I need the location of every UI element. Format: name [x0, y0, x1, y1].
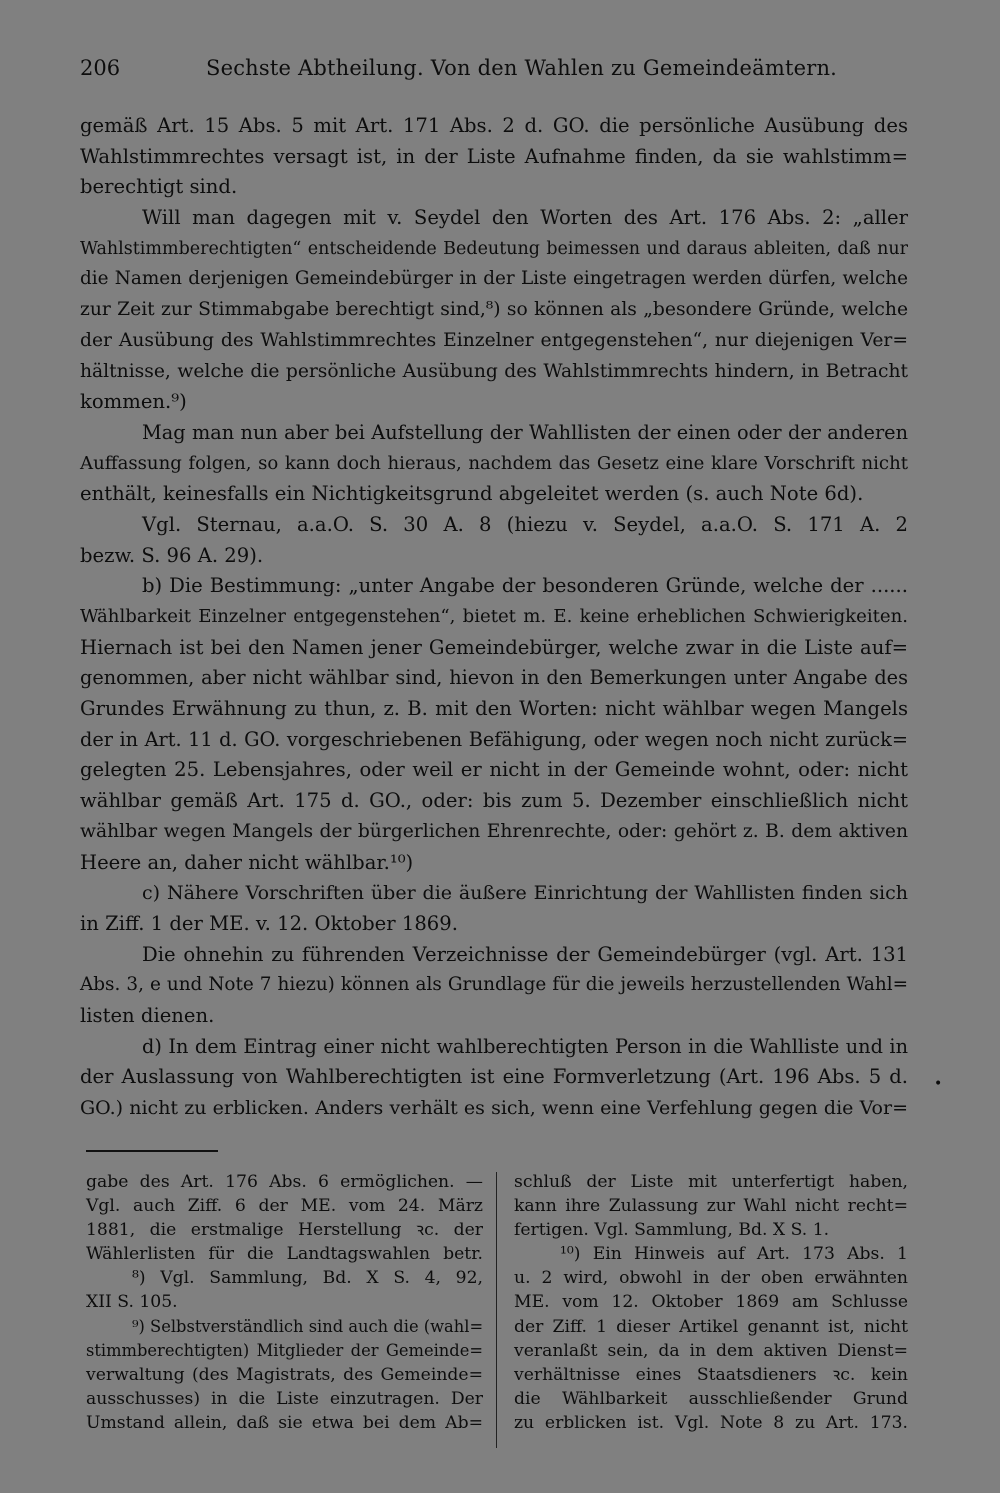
page-number: 206	[80, 56, 121, 80]
text-line: der Auslassung von Wahlberechtigten ist eine Formverletzung (Art. 196 Abs. 5 d.	[80, 1065, 908, 1089]
footnote-line: fertigen. Vgl. Sammlung, Bd. X S. 1.	[514, 1220, 830, 1241]
text-line: Abs. 3, e und Note 7 hiezu) können als Grundlage für die jeweils herzustellenden Wahl=	[80, 974, 908, 996]
text-line: Wählbarkeit Einzelner entgegenstehen“, bietet m. E. keine erheblichen Schwierigkeiten.	[80, 606, 908, 627]
footnote-line: ME. vom 12. Oktober 1869 am Schlusse	[514, 1292, 908, 1313]
text-line: Grundes Erwähnung zu thun, z. B. mit den Worten: nicht wählbar wegen Mangels	[80, 697, 908, 721]
text-line: zur Zeit zur Stimmabgabe berechtigt sind,⁸) so können als „besondere Gründe, welche	[80, 299, 908, 321]
footnote-line: Umstand allein, daß sie etwa bei dem Ab=	[86, 1412, 483, 1433]
text-line: c) Nähere Vorschriften über die äußere Einrichtung der Wahllisten finden sich	[142, 882, 908, 905]
page-header	[80, 56, 910, 90]
body-text	[80, 111, 908, 1124]
text-line: Wahlstimmberechtigten“ entscheidende Bedeutung beimessen und daraus ableiten, daß nur	[80, 238, 908, 259]
footnote-line: ⁹) Selbstverständlich sind auch die (wahl=	[132, 1316, 484, 1336]
footnote-line: ⁸) Vgl. Sammlung, Bd. X S. 4, 92,	[132, 1268, 483, 1289]
footnote-line: ¹⁰) Ein Hinweis auf Art. 173 Abs. 1	[560, 1244, 908, 1265]
footnote-line: stimmberechtigten) Mitglieder der Gemeinde=	[86, 1340, 483, 1360]
text-line: gelegten 25. Lebensjahres, oder weil er nicht in der Gemeinde wohnt, oder: nicht	[80, 758, 908, 782]
footnote-line: verhältnisse eines Staatsdieners ꝛc. kein	[514, 1364, 908, 1385]
footnote-line: ausschusses) in die Liste einzutragen. Der	[86, 1388, 483, 1409]
footnote-line: XII S. 105.	[86, 1292, 178, 1313]
footnotes-left-column	[86, 1170, 483, 1435]
text-line: Hiernach ist bei den Namen jener Gemeindebürger, welche zwar in die Liste auf=	[80, 635, 908, 659]
running-title: Sechste Abtheilung. Von den Wahlen zu Gemeindeämtern.	[206, 56, 838, 80]
text-line: die Namen derjenigen Gemeindebürger in der Liste eingetragen werden dürfen, welche	[80, 268, 908, 290]
text-line: der Ausübung des Wahlstimmrechtes Einzelner entgegenstehen“, nur diejenigen Ver=	[80, 329, 908, 351]
text-line: kommen.⁹)	[80, 390, 187, 414]
footnote-line: u. 2 wird, obwohl in der oben erwähnten	[514, 1268, 908, 1289]
text-line: enthält, keinesfalls ein Nichtigkeitsgrund abgeleitet werden (s. auch Note 6d).	[80, 482, 864, 506]
text-line: Die ohnehin zu führenden Verzeichnisse der Gemeindebürger (vgl. Art. 131	[142, 942, 908, 966]
text-line: berechtigt sind.	[80, 175, 238, 199]
text-line: b) Die Bestimmung: „unter Angabe der besonderen Gründe, welche der ......	[142, 574, 908, 598]
text-line: der in Art. 11 d. GO. vorgeschriebenen Befähigung, oder wegen noch nicht zurück=	[80, 727, 908, 751]
text-line: in Ziff. 1 der ME. v. 12. Oktober 1869.	[80, 911, 458, 935]
text-line: Auffassung folgen, so kann doch hieraus, nachdem das Gesetz eine klare Vorschrift nicht	[80, 452, 908, 474]
footnote-line: der Ziff. 1 dieser Artikel genannt ist, nicht	[514, 1316, 908, 1337]
footnote-line: zu erblicken ist. Vgl. Note 8 zu Art. 173.	[514, 1412, 908, 1433]
footnotes-right-column	[514, 1170, 908, 1435]
footnote-line: kann ihre Zulassung zur Wahl nicht recht=	[514, 1196, 908, 1217]
footnote-line: gabe des Art. 176 Abs. 6 ermöglichen. —	[86, 1172, 483, 1192]
text-line: d) In dem Eintrag einer nicht wahlberechtigten Person in die Wahlliste und in	[142, 1034, 908, 1058]
footnote-rule	[86, 1150, 218, 1152]
text-line: Will man dagegen mit v. Seydel den Worten des Art. 176 Abs. 2: „aller	[142, 206, 908, 230]
footnote-line: die Wählbarkeit ausschließender Grund	[514, 1388, 908, 1409]
text-line: GO.) nicht zu erblicken. Anders verhält es sich, wenn eine Verfehlung gegen die Vor=	[80, 1097, 908, 1119]
column-divider	[496, 1172, 497, 1448]
text-line: wählbar gemäß Art. 175 d. GO., oder: bis zum 5. Dezember einschließlich nicht	[80, 789, 908, 813]
text-line: wählbar wegen Mangels der bürgerlichen Ehrenrechte, oder: gehört z. B. dem aktiven	[80, 820, 908, 842]
footnote-line: Vgl. auch Ziff. 6 der ME. vom 24. März	[86, 1196, 483, 1217]
footnote-line: 1881, die erstmalige Herstellung ꝛc. der	[86, 1220, 483, 1241]
text-line: hältnisse, welche die persönliche Ausübung des Wahlstimmrechts hindern, in Betracht	[80, 360, 908, 382]
text-line: Vgl. Sternau, a.a.O. S. 30 A. 8 (hiezu v. Seydel, a.a.O. S. 171 A. 2	[142, 512, 908, 536]
stray-mark: •	[934, 1076, 943, 1092]
text-line: Heere an, daher nicht wählbar.¹⁰)	[80, 850, 414, 874]
footnote-line: schluß der Liste mit unterfertigt haben,	[514, 1172, 908, 1192]
text-line: Wahlstimmrechtes versagt ist, in der Liste Aufnahme finden, da sie wahlstimm=	[80, 144, 908, 168]
text-line: Mag man nun aber bei Aufstellung der Wahllisten der einen oder der anderen	[142, 420, 908, 444]
text-line: bezw. S. 96 A. 29).	[80, 543, 264, 567]
text-line: gemäß Art. 15 Abs. 5 mit Art. 171 Abs. 2 d. GO. die persönliche Ausübung des	[80, 114, 908, 137]
text-line: genommen, aber nicht wählbar sind, hievon in den Bemerkungen unter Angabe des	[80, 666, 908, 690]
footnote-line: Wählerlisten für die Landtagswahlen betr.	[86, 1244, 483, 1265]
footnote-line: veranlaßt sein, da in dem aktiven Dienst=	[514, 1340, 908, 1361]
footnote-line: verwaltung (des Magistrats, des Gemeinde=	[86, 1364, 483, 1385]
text-line: listen dienen.	[80, 1003, 215, 1027]
